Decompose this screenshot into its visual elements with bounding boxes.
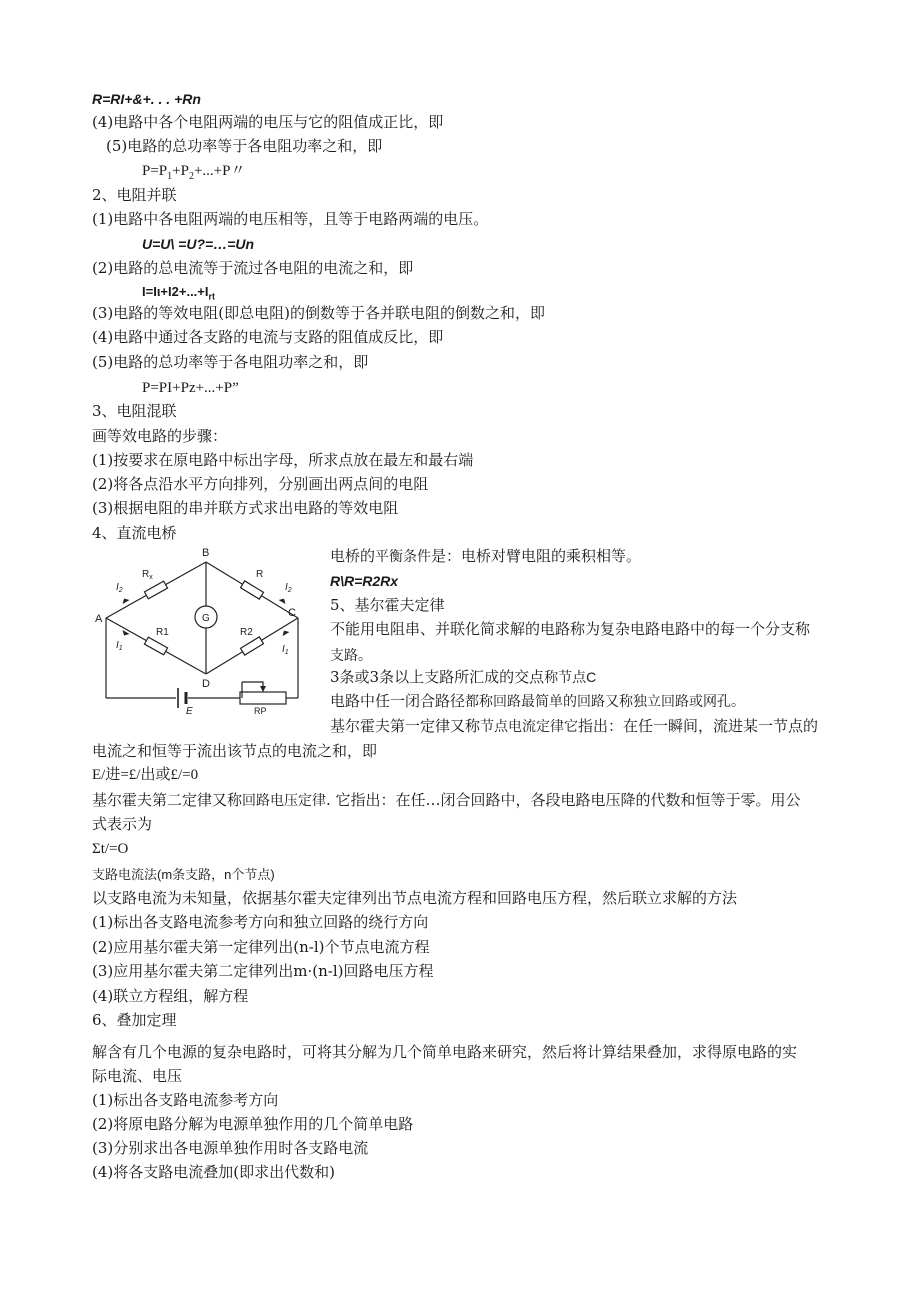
branch-method-step-1: (1)标出各支路电流参考方向和独立回路的绕行方向 [92,913,429,931]
series-item-5: (5)电路的总功率等于各电阻功率之和，即 [106,137,383,155]
branch-method-title: 支路电流法(m条支路，n个节点) [92,867,275,882]
arrow-i2-right [279,597,288,605]
parallel-voltage-formula: U=U\ =U?=…=Un [142,236,255,252]
current-label-bottom-left: $I_1$ [116,640,123,652]
current-label-bottom-right: $I_1$ [282,644,289,656]
branch-method-intro: 以支路电流为未知量，依据基尔霍夫定律列出节点电流方程和回路电压方程，然后联立求解的方法 [92,889,738,907]
wheatstone-bridge-diagram [92,544,296,717]
rheostat-arrow [260,686,266,692]
series-total-resistance-formula: R=RI+&+. . . +Rn [92,91,201,107]
parallel-heading: 2、电阻并联 [92,186,177,204]
rheostat-label: RP [254,706,267,716]
node-label-b: B [202,547,210,559]
mixed-intro: 画等效电路的步骤： [92,427,228,445]
kirchhoff-second-law-line1: 基尔霍夫第二定律又称回路电压定律. 它指出：在任…闭合回路中，各段电路电压降的代数和恒等于零。用公 [92,791,801,809]
mixed-step-1: (1)按要求在原电路中标出字母，所求点放在最左和最右端 [92,451,474,469]
resistor-r1-label: R1 [156,627,169,638]
superposition-step-1: (1)标出各支路电流参考方向 [92,1091,279,1109]
superposition-heading: 6、叠加定理 [92,1011,177,1029]
arrow-i2-left [121,597,130,604]
branch-method-step-4: (4)联立方程组，解方程 [92,987,249,1005]
resistor-rx [144,581,167,599]
branch-method-step-3: (3)应用基尔霍夫第二定律列出m·(n-l)回路电压方程 [92,962,434,980]
kirchhoff-first-law-line2: 电流之和恒等于流出该节点的电流之和，即 [92,742,378,760]
mixed-step-3: (3)根据电阻的串并联方式求出电路的等效电阻 [92,499,399,517]
kirchhoff-first-law-line1: 基尔霍夫第一定律又称节点电流定律它指出：在任一瞬间，流进某一节点的 [330,717,819,735]
parallel-item-1: (1)电路中各电阻两端的电压相等，且等于电路两端的电压。 [92,210,489,228]
mixed-heading: 3、电阻混联 [92,402,177,420]
superposition-step-4: (4)将各支路电流叠加(即求出代数和) [92,1163,335,1181]
superposition-step-3: (3)分别求出各电源单独作用时各支路电流 [92,1139,369,1157]
bridge-heading: 4、直流电桥 [92,524,177,542]
rheostat-body [240,692,286,704]
superposition-step-2: (2)将原电路分解为电源单独作用的几个简单电路 [92,1115,414,1133]
current-label-top-left: $I_2$ [116,582,123,594]
resistor-r2-label: R2 [240,627,253,638]
branch-method-step-2: (2)应用基尔霍夫第一定律列出(n-l)个节点电流方程 [92,938,430,956]
resistor-r2 [241,637,264,655]
resistor-r1 [144,637,167,655]
node-label-a: A [95,613,103,625]
kirchhoff-heading: 5、基尔霍夫定律 [330,596,445,614]
kirchhoff-second-law-formula: Σt/=O [92,841,129,857]
resistor-rx-label: $R_x$ [142,569,153,581]
current-label-top-right: $I_2$ [285,582,292,594]
galvanometer-label: G [202,613,210,624]
node-label-c: C [288,607,296,619]
resistor-r [241,581,264,599]
parallel-power-formula: P=PI+Pz+...+P” [142,380,239,396]
bridge-balance-formula: R\R=R2Rx [330,573,399,589]
node-label-d: D [202,678,210,690]
rheostat-wiper [242,682,263,691]
battery-label: E [186,706,193,717]
series-item-4: (4)电路中各个电阻两端的电压与它的阻值成正比，即 [92,113,444,131]
kirchhoff-second-law-line2: 式表示为 [92,815,153,833]
arrow-i1-left [121,630,130,637]
parallel-current-formula: $I=I\iota+I2+...+I_{rt}$ [142,284,215,302]
resistor-r-label: R [256,569,264,580]
kirchhoff-def-node: 3条或3条以上支路所汇成的交点称节点C [330,668,597,686]
kirchhoff-def-branch-term: 支路。 [330,647,372,663]
parallel-item-2: (2)电路的总电流等于流过各电阻的电流之和，即 [92,259,414,277]
bridge-balance-condition: 电桥的平衡条件是：电桥对臂电阻的乘积相等。 [330,547,642,565]
superposition-intro-line2: 际电流、电压 [92,1067,183,1085]
kirchhoff-def-branch: 不能用电阻串、并联化简求解的电路称为复杂电路电路中的每一个分支称 [330,620,811,638]
parallel-item-4: (4)电路中通过各支路的电流与支路的阻值成反比，即 [92,328,444,346]
series-power-formula: $P=P_1+P_2+...+P$〃 [142,163,246,182]
superposition-intro-line1: 解含有几个电源的复杂电路时，可将其分解为几个简单电路来研究，然后将计算结果叠加，求得原电路的实 [92,1043,798,1061]
parallel-item-5: (5)电路的总功率等于各电阻功率之和，即 [92,353,369,371]
kirchhoff-def-loop: 电路中任一闭合路径都称回路最简单的回路又称独立回路或网孔。 [330,692,746,710]
parallel-item-3: (3)电路的等效电阻(即总电阻)的倒数等于各并联电阻的倒数之和，即 [92,304,545,322]
kirchhoff-first-law-formula: E/进=£/出或£/=0 [92,767,199,783]
arrow-i1-right [281,629,290,637]
mixed-step-2: (2)将各点沿水平方向排列，分别画出两点间的电阻 [92,475,429,493]
